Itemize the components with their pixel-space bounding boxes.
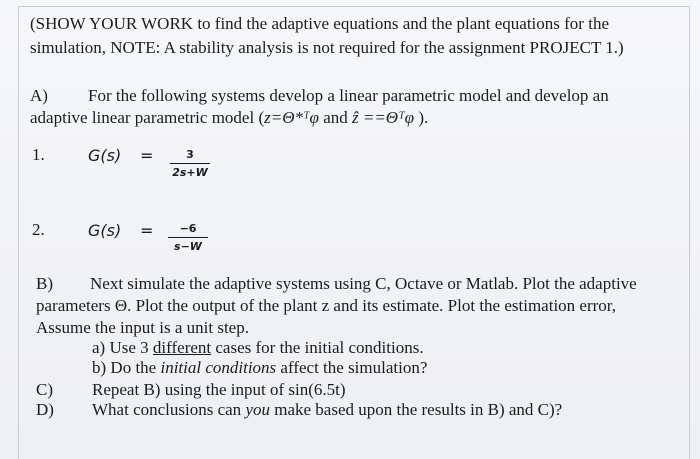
sub-a-underlined: different — [152, 338, 212, 357]
item-1-transfer-function-lhs: G(s) — [88, 146, 122, 165]
part-b-line-1: Next simulate the adaptive systems using C, Octave or Matlab. Plot the adaptive — [90, 274, 637, 293]
part-d-prefix: What conclusions can — [92, 400, 246, 419]
part-a-and: and — [318, 108, 352, 127]
part-a-line-2-prefix: adaptive linear parametric model ( — [30, 108, 265, 127]
part-a-line-1: For the following systems develop a linear parametric model and develop an — [88, 86, 609, 105]
model-zhat-formula: ẑ ==Θᵀφ — [352, 108, 415, 127]
part-b-line-3: Assume the input is a unit step. — [36, 318, 249, 337]
item-2-number: 2. — [32, 220, 45, 239]
part-d-text — [92, 400, 562, 420]
item-1-fraction-bar — [170, 163, 210, 164]
part-a-label: A) — [30, 86, 48, 105]
part-b-label: B) — [36, 274, 53, 293]
part-a-line-2-suffix: ). — [414, 108, 429, 127]
part-c-text: Repeat B) using the input of sin(6.5t) — [92, 380, 346, 399]
part-a-line-2 — [30, 108, 428, 128]
part-d-italic: you — [245, 400, 270, 419]
item-2-fraction — [168, 222, 208, 253]
item-2-equals: = — [140, 221, 154, 240]
item-2-transfer-function-lhs: G(s) — [88, 221, 122, 240]
sub-a-prefix: a) Use 3 — [92, 338, 153, 357]
item-1-numerator: 3 — [186, 148, 194, 161]
item-2-fraction-bar — [168, 237, 208, 238]
sub-b-suffix: affect the simulation? — [276, 358, 428, 377]
sub-a-suffix: cases for the initial conditions. — [211, 338, 424, 357]
sub-b-italic: initial conditions — [160, 358, 277, 377]
item-1-equals: = — [140, 146, 154, 165]
part-b-sub-a — [92, 338, 424, 358]
part-d-suffix: make based upon the results in B) and C)? — [269, 400, 563, 419]
item-1-denominator: 2s+W — [172, 166, 208, 179]
part-b-sub-b — [92, 358, 427, 378]
model-z-formula: z=Θ*ᵀφ — [264, 108, 319, 127]
item-1-fraction — [170, 148, 210, 179]
part-d-label: D) — [36, 400, 54, 419]
header-line-1: (SHOW YOUR WORK to find the adaptive equations and the plant equations for the — [30, 14, 609, 33]
item-2-numerator: −6 — [179, 222, 197, 235]
header-line-2: simulation, NOTE: A stability analysis is not required for the assignment PROJECT 1.) — [30, 38, 624, 57]
item-1-number: 1. — [32, 145, 45, 164]
part-b-line-2: parameters Θ. Plot the output of the plant z and its estimate. Plot the estimation error, — [36, 296, 617, 315]
part-c-label: C) — [36, 380, 53, 399]
sub-b-prefix: b) Do the — [92, 358, 161, 377]
item-2-denominator: s−W — [174, 240, 202, 253]
